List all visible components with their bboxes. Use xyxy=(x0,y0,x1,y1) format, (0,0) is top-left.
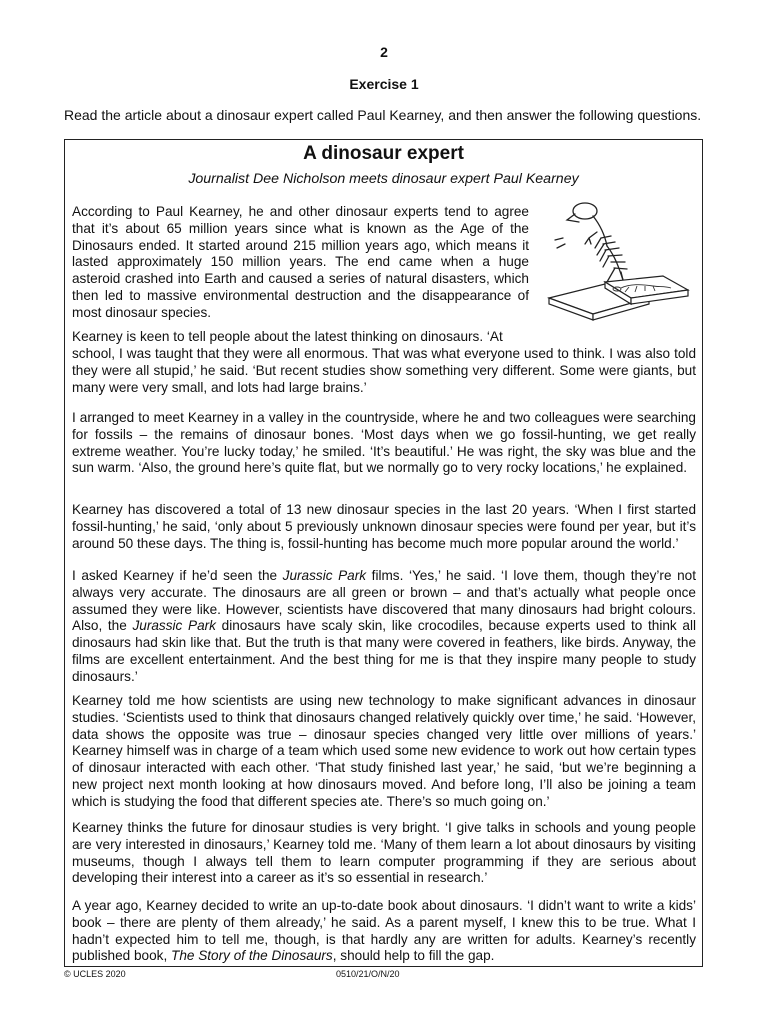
paragraph-6: Kearney told me how scientists are using new technology to make significant advances in dinosaur studies. ‘Scientists used to think that dinosaurs changed relatively quickly over time,’ he said. ‘However, data shows the opposite was true – dinosaur species changed very little over millions of years.’ Kearney himself was in charge of a team which used some new evidence to work out how certain types of dinosaur interacted with each other. ‘That study finished last year,’ he said, ‘but we’re beginning a new project next month looking at how dinosaurs moved. And before long, I’ll also be joining a team which is studying the food that different species ate. There’s so much going on.’ xyxy=(72,693,696,809)
p5-text-2: films. ‘Yes,’ he said. ‘I love them, though they’re not always very accurate. The dinosaurs are all green or brown – and that’s actually what people once assumed they were like. However, scientists have discovered that many dinosaurs had bright colours. Also, the xyxy=(72,568,696,634)
article-box xyxy=(64,139,703,967)
paragraph-7: Kearney thinks the future for dinosaur studies is very bright. ‘I give talks in schools and young people are very interested in dinosaurs,’ Kearney told me. ‘Many of them learn a lot about dinosaurs by visiting museums, though I always tell them to learn computer programming if they are serious about developing their interest into a career as it’s so essential in research.’ xyxy=(72,820,696,886)
dinosaur-skeleton-illustration xyxy=(545,198,690,332)
paragraph-1: According to Paul Kearney, he and other dinosaur experts tend to agree that it’s about 65 million years since what is known as the Age of the Dinosaurs ended. It started around 215 million years ago, which means it lasted approximately 150 million years. The end came when a huge asteroid crashed into Earth and caused a series of natural disasters, which then led to massive environmental destruction and the disappearance of most dinosaur species. xyxy=(72,204,529,320)
paragraph-5 xyxy=(72,568,696,686)
instruction-text: Read the article about a dinosaur expert called Paul Kearney, and then answer the following questions. xyxy=(64,107,702,123)
footer-code: 0510/21/O/N/20 xyxy=(336,969,400,979)
p8-text-2: , should help to fill the gap. xyxy=(332,948,495,964)
p5-text-3: dinosaurs have scaly skin, like crocodiles, because experts used to think all dinosaurs had skin like that. But the truth is that many were covered in feathers, like birds. Anyway, the films are excellent entertainment. And the best thing for me is that they inspire many people to study dinosaurs.’ xyxy=(72,618,696,684)
p5-text-1: I asked Kearney if he’d seen the xyxy=(72,568,283,583)
p8-text-1: A year ago, Kearney decided to write an up-to-date book about dinosaurs. ‘I didn’t want to write a kids’ book – there are plenty of them already,’ he said. As a parent myself, I knew this to be true. What I hadn’t expected him to tell me, though, is that hardly any are written for adults. Kearney’s recently published book, xyxy=(72,898,696,964)
paragraph-3: I arranged to meet Kearney in a valley in the countryside, where he and two colleagues were searching for fossils – the remains of dinosaur bones. ‘Most days when we go fossil-hunting, we get really extreme weather. You’re lucky today,’ he smiled. ‘It’s beautiful.’ He was right, the sky was blue and the sun warm. ‘Also, the ground here’s quite flat, but we normally go to very rocky locations,’ he explained. xyxy=(72,410,696,476)
footer-copyright: © UCLES 2020 xyxy=(64,969,126,979)
article-subtitle: Journalist Dee Nicholson meets dinosaur expert Paul Kearney xyxy=(188,171,579,187)
book-title: The Story of the Dinosaurs xyxy=(171,948,333,964)
page-number: 2 xyxy=(380,44,388,60)
paragraph-8 xyxy=(72,898,696,965)
exercise-title: Exercise 1 xyxy=(349,76,419,92)
paragraph-2b: school, I was taught that they were all enormous. That was what everyone used to think. I was also told they were all stupid,’ he said. ‘But recent studies show something very different. Some were giants, but many were very small, and lots had large brains.’ xyxy=(72,346,696,395)
film-title: Jurassic Park xyxy=(132,618,216,634)
article-title: A dinosaur expert xyxy=(303,143,464,164)
paragraph-2a: Kearney is keen to tell people about the latest thinking on dinosaurs. ‘At xyxy=(72,329,503,344)
paragraph-4: Kearney has discovered a total of 13 new dinosaur species in the last 20 years. ‘When I first started fossil-hunting,’ he said, ‘only about 5 previously unknown dinosaur species were found per year, but it’s around 50 these days. The thing is, fossil-hunting has become much more popular around the world.’ xyxy=(72,502,696,551)
film-title: Jurassic Park xyxy=(282,568,367,583)
